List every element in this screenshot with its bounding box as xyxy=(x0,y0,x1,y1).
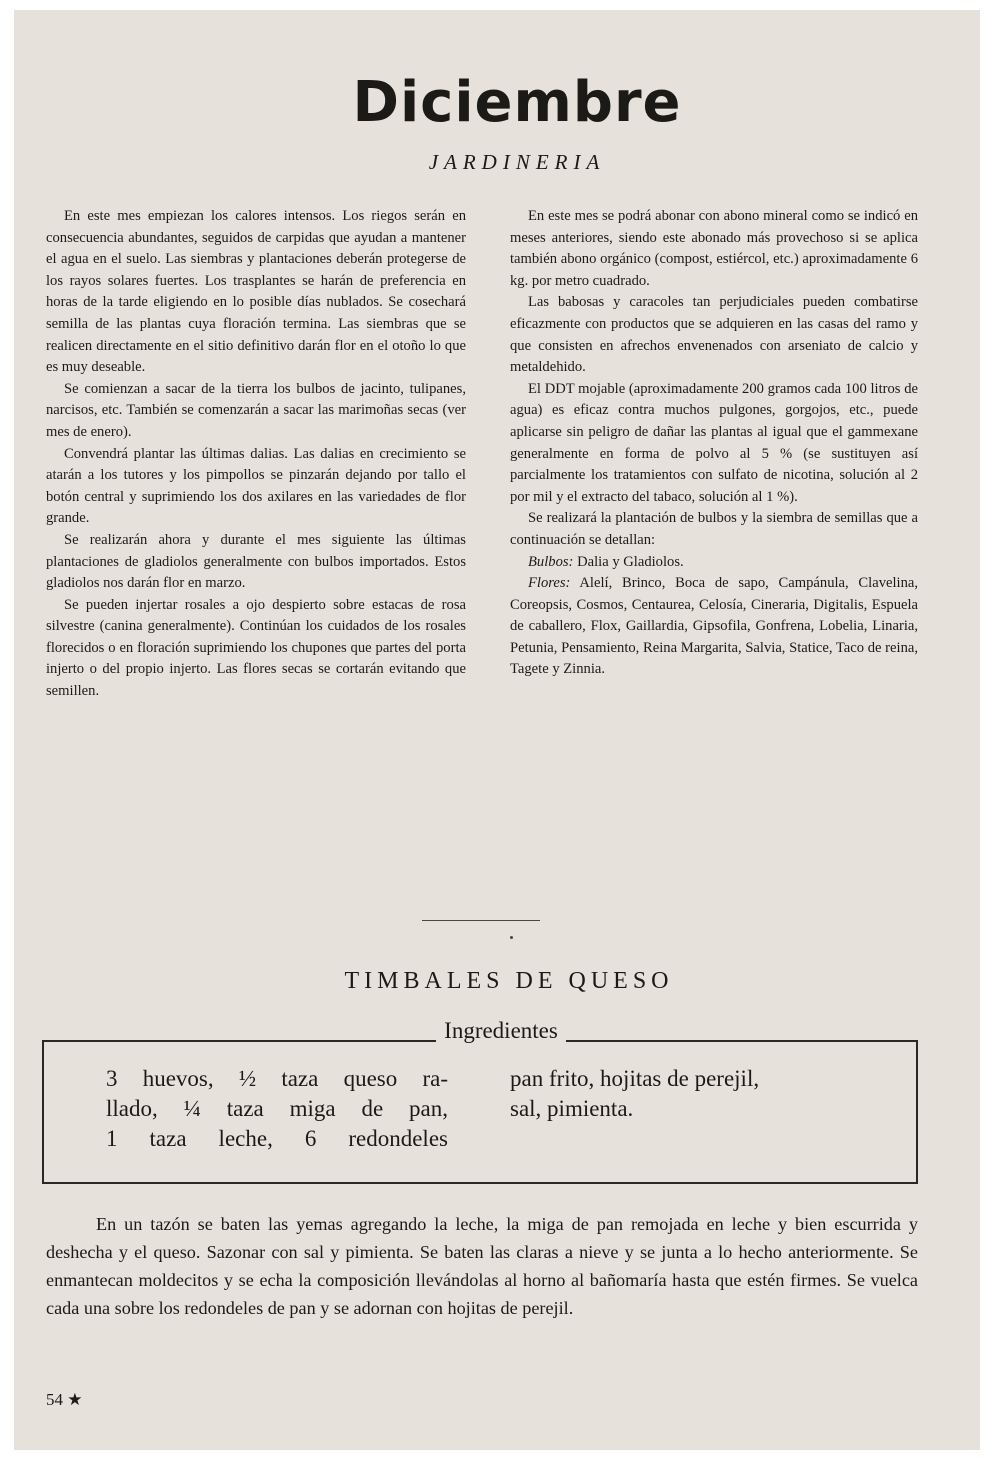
bulbs-label: Bulbos: xyxy=(528,553,574,570)
paragraph: Se realizarán ahora y durante el mes siguiente las últimas plantaciones de gladiolos generalmente con bulbos importados. Estos gladiolos nos darán flor en marzo. xyxy=(46,531,466,592)
ingredient-line: sal, pimienta. xyxy=(510,1096,634,1121)
paragraph: Se comienzan a sacar de la tierra los bulbos de jacinto, tulipanes, narcisos, etc. También se comenzarán a sacar las marimoñas secas (ver mes de enero). xyxy=(46,380,466,440)
flowers-label: Flores: xyxy=(528,575,571,592)
ingredients-heading-wrap xyxy=(22,1018,980,1044)
ingredient-line: pan frito, hojitas de perejil, xyxy=(510,1066,760,1091)
method-text: En un tazón se baten las yemas agregando la leche, la miga de pan remojada en leche y bien escurrida y deshecha y el queso. Sazonar con sal y pimienta. Se baten las claras a nieve y se junta a lo hecho anteriormente. Se enmantecan moldecitos y se echa la composición llevándolas al horno al bañomaría hasta que estén firmes. Se vuelca cada una sobre los redondeles de pan y se adornan con hojitas de perejil. xyxy=(46,1214,918,1318)
section-heading: JARDINERIA xyxy=(428,150,606,174)
paragraph: Convendrá plantar las últimas dalias. Las dalias en crecimiento se atarán a los tutores y los pimpollos se pinzarán dejando por tallo el botón central y suprimiendo los dos axilares en las variedades de flor grande. xyxy=(46,445,466,527)
paragraph: Se realizará la plantación de bulbos y la siembra de semillas que a continuación se detallan: xyxy=(510,510,918,548)
divider-dot xyxy=(510,936,513,939)
paragraph: Las babosas y caracoles tan perjudiciales pueden combatirse eficazmente con productos que se adquieren en las casas del ramo y que consisten en afrechos envenenados con arseniato de calcio y metaldehido. xyxy=(510,294,918,376)
ingredient-line: 3 huevos, ½ taza queso ra- xyxy=(106,1066,448,1091)
section-divider xyxy=(422,920,540,921)
page-number: 54 ★ xyxy=(46,1390,83,1409)
paragraph: En este mes empiezan los calores intensos. Los riegos serán en consecuencia abundantes, seguidos de carpidas que ayudan a mantener el agua en el suelo. Las siembras y plantaciones deberán protegerse de los rayos solares fuertes. Los trasplantes se harán de preferencia en horas de la tarde eligiendo en lo posible días nublados. Se cosechará semilla de las plantas cuya floración termina. Las siembras que se realicen directamente en el sitio definitivo darán flor en el otoño lo que es muy deseable. xyxy=(46,208,466,376)
page-title: Diciembre xyxy=(352,70,682,135)
paragraph: En este mes se podrá abonar con abono mineral como se indicó en meses anteriores, siendo este abonado más provechoso si se aplica también abono orgánico (compost, estiércol, etc.) aproximadamente 6 kg. por metro cuadrado. xyxy=(510,208,918,289)
flowers-list xyxy=(510,573,918,681)
ingredient-line: 1 taza leche, 6 redondeles xyxy=(106,1126,448,1151)
paragraph: Se pueden injertar rosales a ojo despierto sobre estacas de rosa silvestre (canina generalmente). Continúan los cuidados de los rosales florecidos o en floración suprimiendo los chupones que partes del porta injerto o del propio injerto. Las flores secas se cortarán evitando que semillen. xyxy=(46,596,466,700)
recipe-method xyxy=(46,1210,918,1322)
ingredients-left xyxy=(106,1064,448,1154)
gardening-left-column xyxy=(46,206,466,703)
recipe-title: TIMBALES DE QUESO xyxy=(344,968,674,994)
flowers-text: Alelí, Brinco, Boca de sapo, Campánula, Clavelina, Coreopsis, Cosmos, Centaurea, Celosía, Cineraria, Digitalis, Espuela de caballero, Flox, Gaillardia, Gipsofila, Gonfrena, Lobelia, Linaria, Petunia, Pensamiento, Reina Margarita, Salvia, Statice, Taco de reina, Tagete y Zinnia. xyxy=(510,575,919,678)
ingredient-line: llado, ¼ taza miga de pan, xyxy=(106,1096,448,1121)
gardening-right-column xyxy=(510,206,918,681)
magazine-page xyxy=(14,10,980,1450)
bulbs-list xyxy=(510,552,918,574)
ingredients-heading: Ingredientes xyxy=(436,1018,566,1043)
ingredients-right xyxy=(510,1064,850,1124)
bulbs-text: Dalia y Gladiolos. xyxy=(577,553,684,570)
paragraph: El DDT mojable (aproximadamente 200 gramos cada 100 litros de agua) es eficaz contra muchos pulgones, gorgojos, etc., puede aplicarse sin peligro de dañar las plantas al igual que el gammexane generalmente en forma de polvo al 5 % (se sustituyen así parcialmente los tratamientos con sulfato de nicotina, solución al 2 por mil y el extracto del tabaco, solución al 1 %). xyxy=(510,380,918,505)
